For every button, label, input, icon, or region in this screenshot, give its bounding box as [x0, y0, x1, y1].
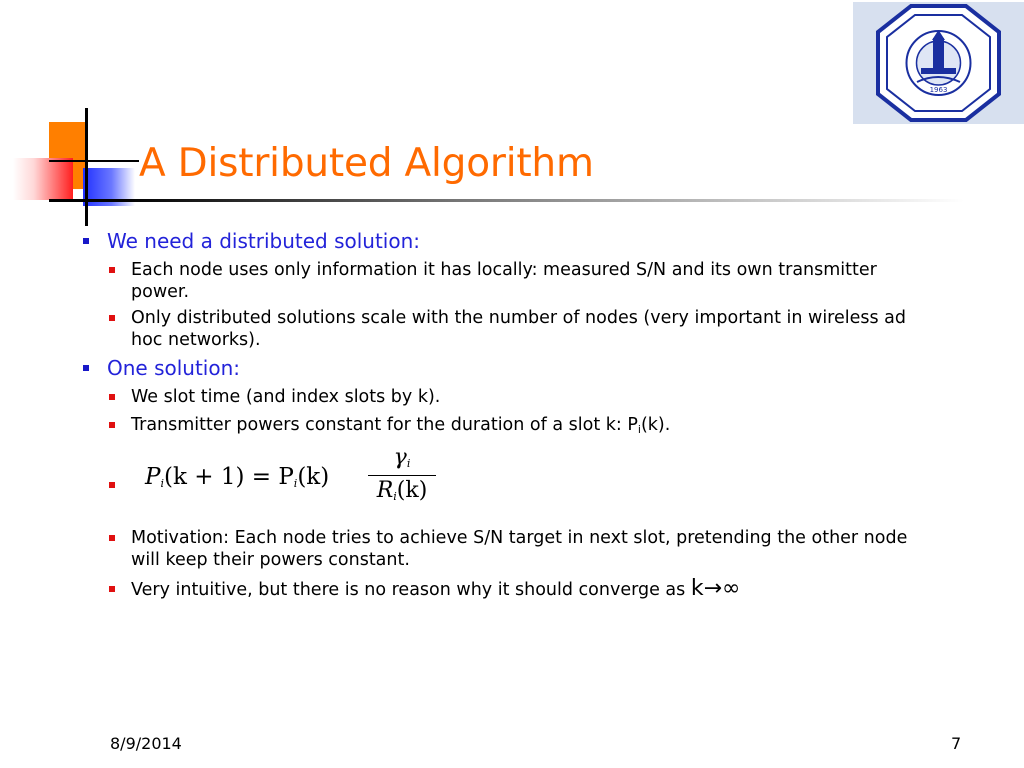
fraction-denominator: $R_i(k)$	[376, 478, 428, 503]
fraction-numerator: $\gamma_i$	[393, 445, 411, 470]
power-update-formula: $P_i(k + 1) = P_i(k)$	[145, 464, 330, 490]
footer-date: 8/9/2014	[110, 734, 182, 753]
bullet-icon	[109, 315, 115, 321]
svg-text:1963: 1963	[929, 86, 948, 94]
fraction-bar	[368, 475, 436, 476]
university-seal-icon	[853, 2, 1024, 124]
bullet-icon	[109, 535, 115, 541]
convergence-symbol: k→∞	[690, 576, 741, 601]
bullet-transmitter-powers: Transmitter powers constant for the duration of a slot k: $P_i(k)$.	[131, 414, 921, 436]
bullet-icon	[109, 267, 115, 273]
bullet-local-information: Each node uses only information it has locally: measured S/N and its own transmitter power.	[131, 259, 921, 303]
page-number: 7	[951, 734, 962, 753]
bullet-intuitive: Very intuitive, but there is no reason why it should converge as k→∞	[131, 578, 921, 601]
university-logo	[853, 2, 1024, 124]
bullet-scale: Only distributed solutions scale with the number of nodes (very important in wireless ad hoc networks).	[131, 307, 921, 351]
formula-fraction	[366, 445, 438, 503]
bullet-one-solution: One solution:	[107, 356, 240, 380]
decor-vertical-line	[85, 108, 88, 226]
slide-title: A Distributed Algorithm	[139, 141, 594, 186]
bullet-icon	[83, 238, 89, 244]
bullet-slot-time: We slot time (and index slots by k).	[131, 386, 921, 408]
bullet-motivation: Motivation: Each node tries to achieve S/N target in next slot, pretending the other node will keep their powers constant.	[131, 527, 921, 571]
bullet-distributed-solution: We need a distributed solution:	[107, 229, 420, 253]
bullet-icon	[109, 422, 115, 428]
decor-short-line	[49, 160, 139, 162]
bullet-icon	[109, 586, 115, 592]
decor-red-square	[13, 158, 73, 200]
bullet-icon	[83, 365, 89, 371]
title-underline	[49, 199, 964, 202]
bullet-icon	[109, 482, 115, 488]
bullet-icon	[109, 394, 115, 400]
